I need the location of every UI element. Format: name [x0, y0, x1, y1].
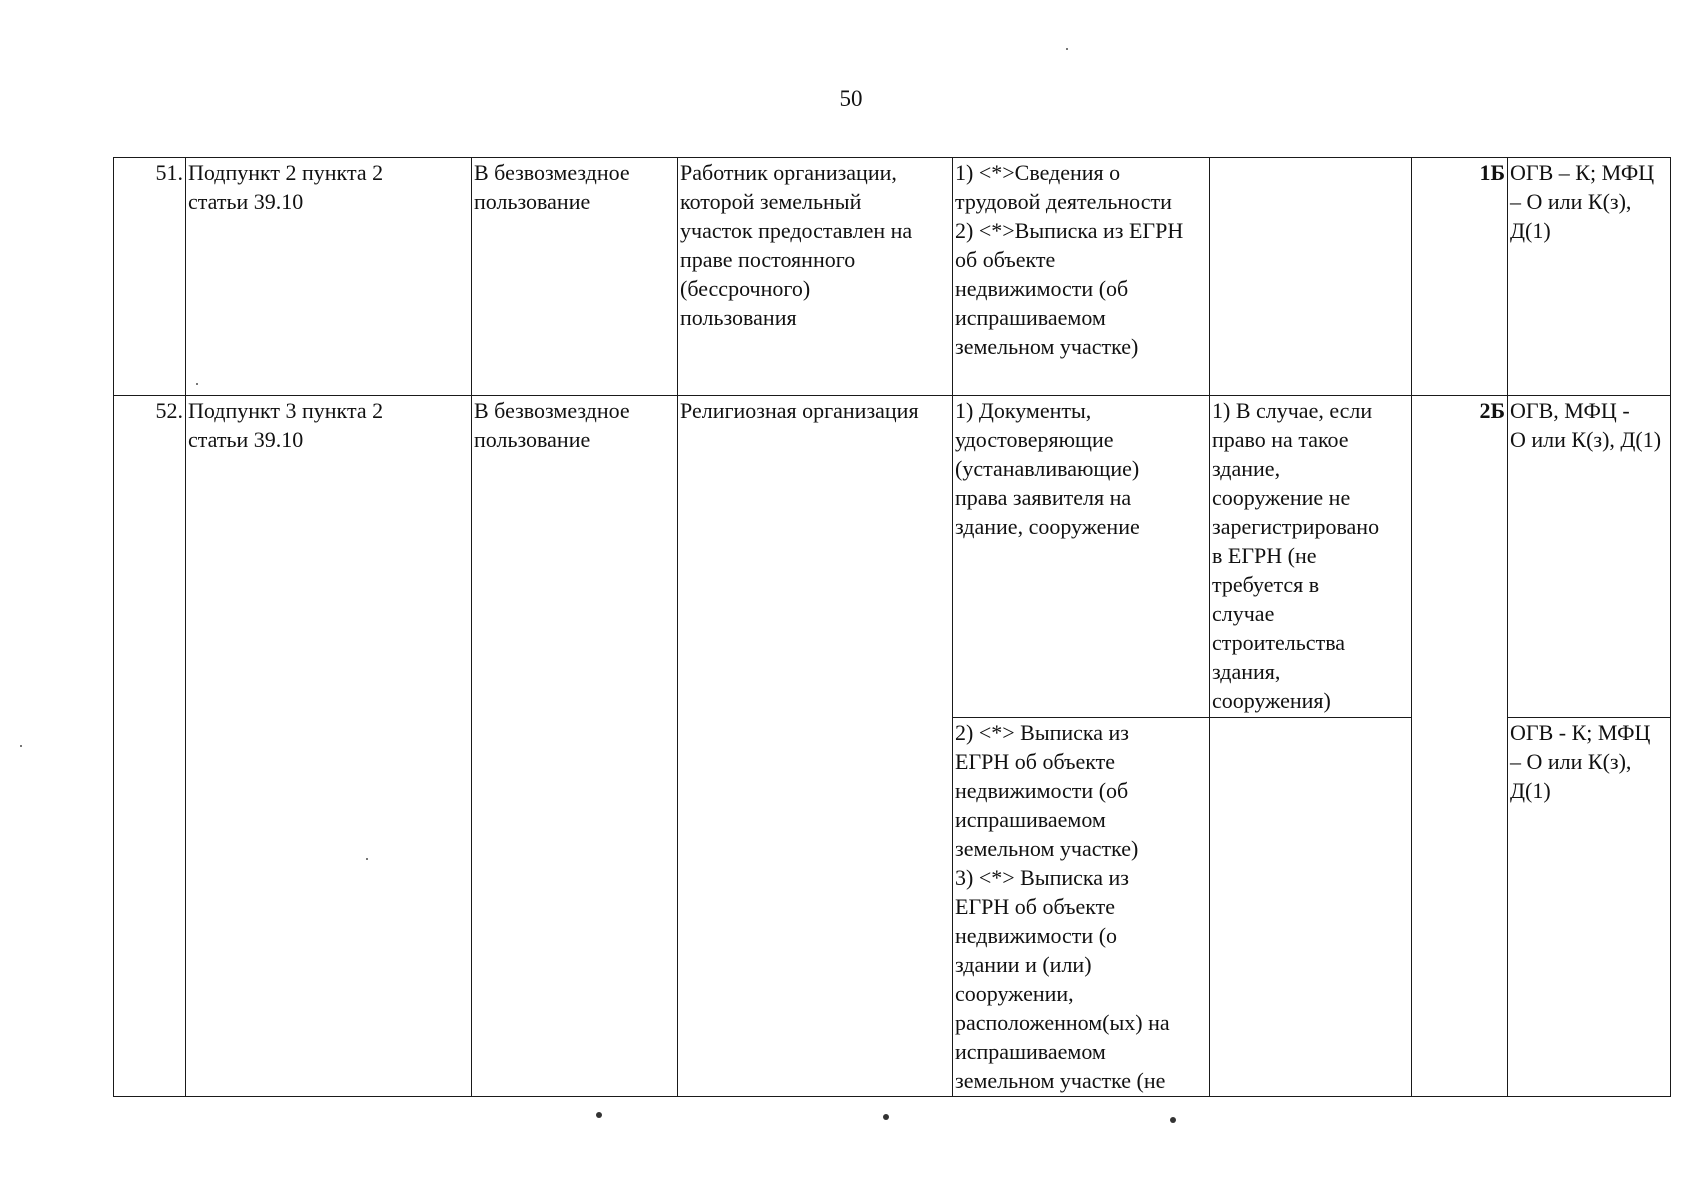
table-row — [114, 158, 1671, 396]
document-note — [1210, 158, 1412, 396]
category: 2Б — [1412, 396, 1508, 1097]
services-table — [113, 157, 1671, 1097]
delivery-method: ОГВ – К; МФЦ – О или К(з), Д(1) — [1508, 158, 1671, 396]
category: 1Б — [1412, 158, 1508, 396]
scan-speck — [196, 383, 198, 385]
scan-speck — [1066, 48, 1068, 50]
required-documents: 1) <*>Сведения о трудовой деятельности 2) <*>Выписка из ЕГРН об объекте недвижимости (об испрашиваемом земельном участке) — [953, 158, 1210, 396]
scan-speck — [20, 745, 22, 747]
right-type: В безвозмездное пользование — [472, 158, 678, 396]
row-number: 52. — [114, 396, 186, 1097]
applicant: Работник организации, которой земельный участок предоставлен на праве постоянного (бессрочного) пользования — [678, 158, 953, 396]
document-note — [1210, 718, 1412, 1097]
legal-basis: Подпункт 2 пункта 2 статьи 39.10 — [186, 158, 472, 396]
scan-speck — [366, 858, 368, 860]
scan-speck — [883, 1114, 889, 1120]
applicant: Религиозная организация — [678, 396, 953, 1097]
required-documents: 2) <*> Выписка из ЕГРН об объекте недвижимости (об испрашиваемом земельном участке) 3) <*> Выписка из ЕГРН об объекте недвижимости (о здании и (или) сооружении, расположенном(ых) на испрашиваемом земельном участке (не — [953, 718, 1210, 1097]
table-row — [114, 396, 1671, 718]
row-number: 51. — [114, 158, 186, 396]
page-number: 50 — [839, 86, 863, 111]
required-documents: 1) Документы, удостоверяющие (устанавливающие) права заявителя на здание, сооружение — [953, 396, 1210, 718]
delivery-method: ОГВ - К; МФЦ – О или К(з), Д(1) — [1508, 718, 1671, 1097]
delivery-method: ОГВ, МФЦ - О или К(з), Д(1) — [1508, 396, 1671, 718]
scan-speck — [596, 1112, 602, 1118]
document-note: 1) В случае, если право на такое здание, сооружение не зарегистрировано в ЕГРН (не требуется в случае строительства здания, сооружения) — [1210, 396, 1412, 718]
right-type: В безвозмездное пользование — [472, 396, 678, 1097]
scan-speck — [1170, 1117, 1176, 1123]
legal-basis: Подпункт 3 пункта 2 статьи 39.10 — [186, 396, 472, 1097]
